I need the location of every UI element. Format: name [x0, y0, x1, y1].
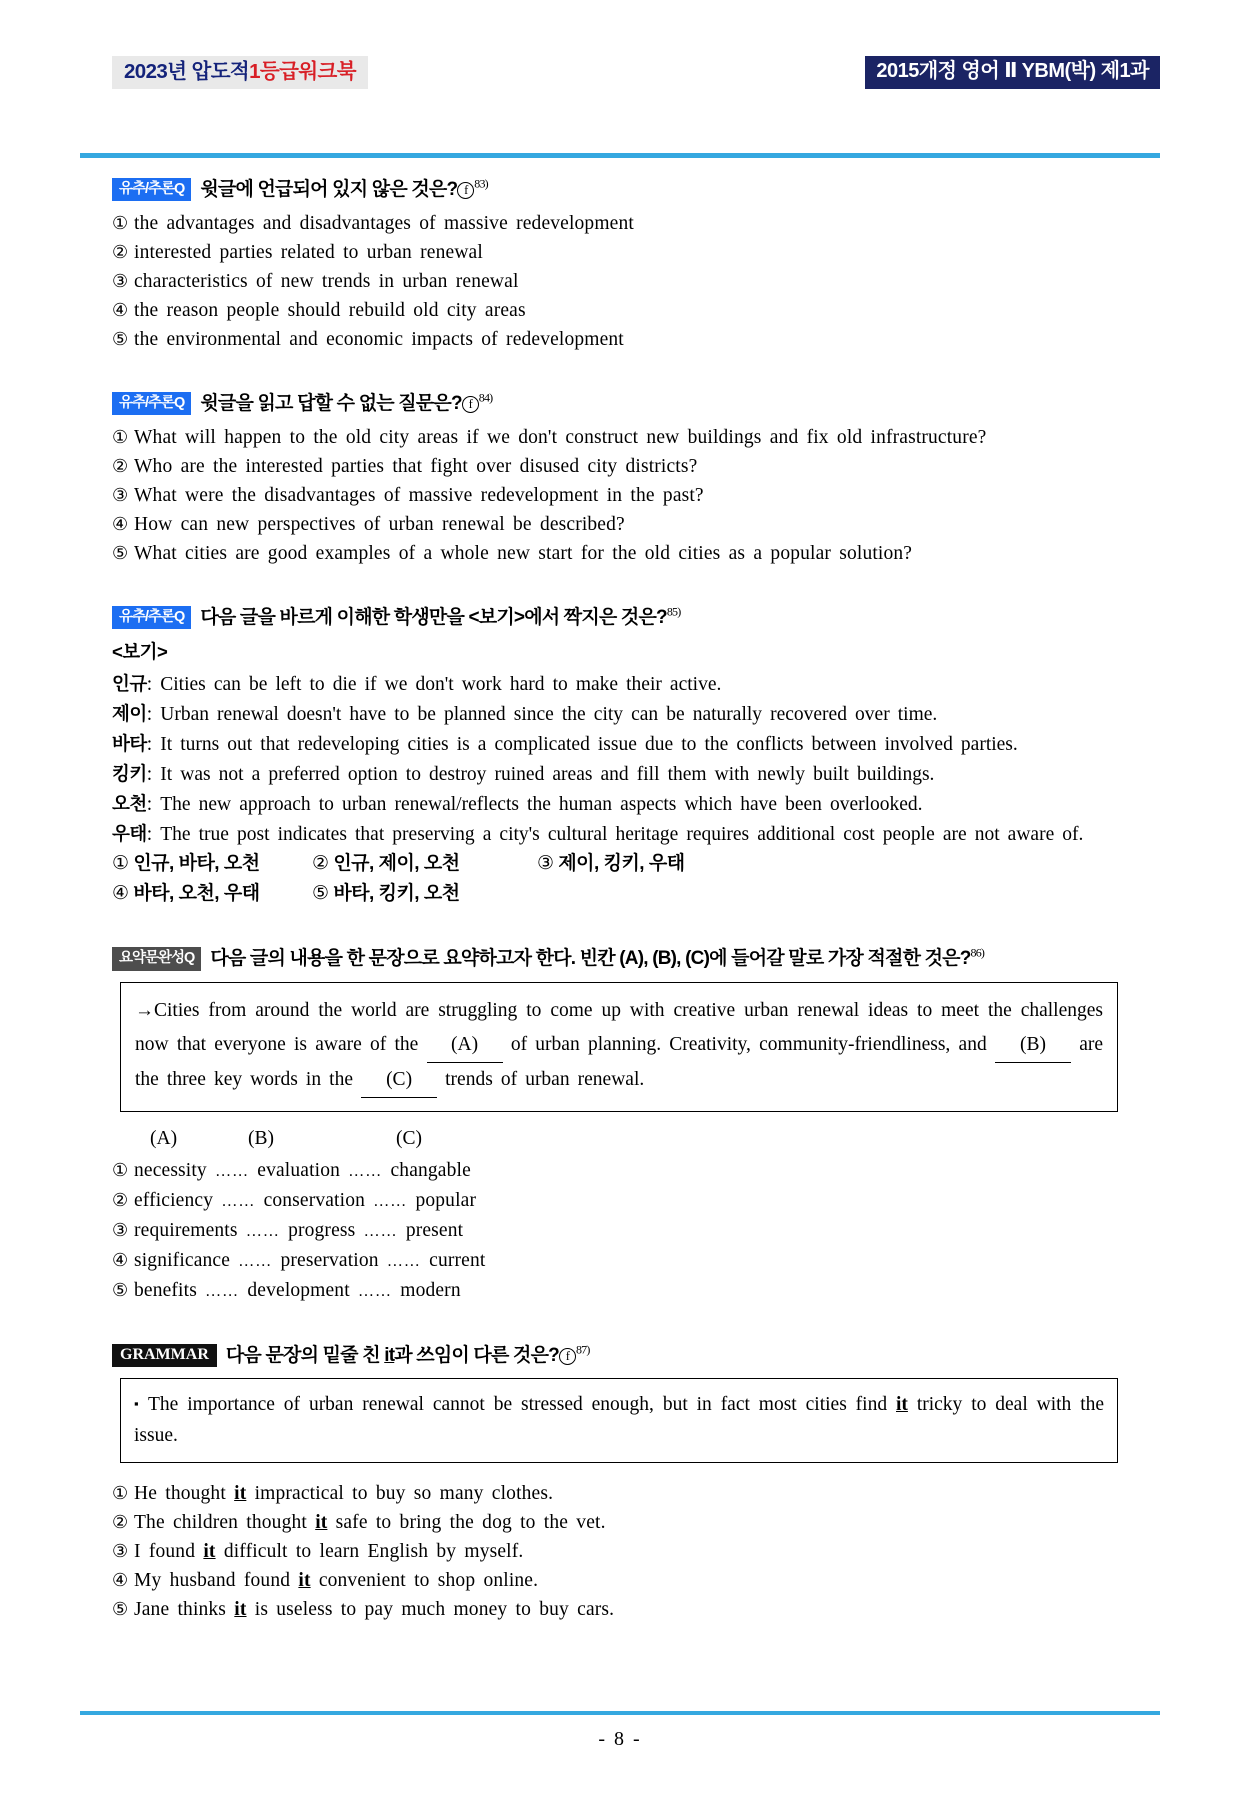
option-number: ⑤ [112, 1598, 129, 1619]
grammar-passage-text [134, 1388, 1104, 1451]
question-86 [112, 943, 1132, 1305]
option-text-pre: I found [134, 1540, 196, 1562]
page-header [112, 56, 1160, 96]
question-83-title: 윗글에 언급되어 있지 않은 것은? f $^{83)}$ [200, 176, 488, 200]
section-spacer [112, 572, 1132, 602]
question-85-header [112, 602, 1132, 631]
blank-a[interactable]: (A) [427, 1028, 503, 1063]
option-number: ① [112, 1159, 129, 1180]
option-text: What will happen to the old city areas if we don't construct new buildings and fix old infrastructure? [134, 427, 987, 449]
option-text: the reason people should rebuild old city areas [134, 300, 526, 322]
student-name: 오천 [112, 793, 147, 815]
option-item[interactable] [112, 238, 1132, 267]
option-item[interactable] [112, 209, 1132, 238]
it-keyword: it [234, 1482, 247, 1504]
option-text-b: conservation [263, 1189, 365, 1211]
option-item[interactable] [312, 849, 537, 879]
statement-text: Urban renewal doesn't have to be planned since the city can be naturally recovered over time. [160, 704, 938, 726]
column-header-a: (A) [150, 1127, 178, 1149]
option-text: characteristics of new trends in urban renewal [134, 271, 519, 293]
option-item[interactable] [112, 1479, 1132, 1508]
option-separator: …… [215, 1162, 250, 1180]
summary-part-4: trends of urban renewal. [445, 1068, 645, 1090]
option-text-c: modern [400, 1279, 461, 1301]
question-87-number: 87) [575, 1342, 590, 1357]
grammar-passage-pre: The importance of urban renewal cannot be stressed enough, but in fact most cities find [147, 1393, 888, 1415]
column-header-c: (C) [396, 1127, 422, 1149]
option-text-b: evaluation [257, 1159, 341, 1181]
statement-line: 인규: Cities can be left to die if we don't work hard to make their active. [112, 673, 722, 696]
option-item[interactable] [112, 1186, 1132, 1216]
question-86-number: 86) [970, 946, 985, 961]
option-separator: …… [348, 1162, 383, 1180]
option-item[interactable] [112, 1537, 1132, 1566]
option-item[interactable] [112, 452, 1132, 481]
option-item[interactable] [112, 423, 1132, 452]
question-type-badge: 유추/추론Q [112, 392, 191, 415]
summary-part-1: Cities from around the world are struggling to come up with creative urban renewal ideas to meet the challenges now that everyone is aware of the [135, 999, 1103, 1055]
option-item[interactable] [112, 1246, 1132, 1276]
option-item[interactable] [537, 849, 685, 879]
workbook-title-badge [112, 56, 368, 89]
statement-text: The new approach to urban renewal/reflects the human aspects which have been overlooked. [160, 794, 923, 816]
it-keyword: it [298, 1569, 311, 1591]
question-type-badge: 유추/추론Q [112, 178, 191, 201]
question-83-number: 83) [474, 176, 488, 191]
student-name: 우태 [112, 823, 147, 845]
option-text: 바타, 오천, 우태 [133, 883, 260, 905]
statement-line: 오천: The new approach to urban renewal/reflects the human aspects which have been overlooked. [112, 793, 923, 816]
it-keyword: it [315, 1511, 328, 1533]
option-number: ① [112, 213, 129, 234]
blank-c[interactable]: (C) [361, 1063, 437, 1098]
option-number: ④ [112, 514, 129, 535]
option-number: ① [112, 853, 129, 875]
option-text-c: present [405, 1219, 464, 1241]
option-text-c: popular [415, 1189, 477, 1211]
option-number: ① [112, 427, 129, 448]
option-item[interactable] [112, 510, 1132, 539]
option-text-post: safe to bring the dog to the vet. [335, 1511, 606, 1533]
question-85-title: 다음 글을 바르게 이해한 학생만을 <보기>에서 짝지은 것은?$^{85)}$ [200, 604, 681, 629]
korean-choices-row-1 [112, 849, 1132, 879]
question-content [112, 174, 1132, 1628]
option-number: ① [112, 1482, 129, 1503]
question-86-header [112, 943, 1132, 972]
it-keyword: it [234, 1598, 247, 1620]
summary-part-2: of urban planning. Creativity, community-friendliness, and [510, 1033, 987, 1055]
option-text-c: current [429, 1249, 486, 1271]
page-number: - 8 - [598, 1728, 642, 1750]
option-number: ⑤ [112, 329, 129, 350]
option-item[interactable] [112, 1566, 1132, 1595]
option-number: ② [112, 1511, 129, 1532]
option-number: ③ [537, 853, 554, 875]
option-separator: …… [245, 1222, 280, 1240]
option-text-a: significance [134, 1249, 231, 1271]
option-text: 바타, 킹키, 오천 [333, 883, 460, 905]
statement-line: 킹키: It was not a preferred option to destroy ruined areas and fill them with newly built buildings. [112, 763, 935, 786]
section-spacer [112, 1310, 1132, 1340]
question-83 [112, 174, 1132, 354]
option-item[interactable] [112, 539, 1132, 568]
worksheet-page [0, 56, 1240, 1808]
option-text: the environmental and economic impacts of redevelopment [134, 329, 624, 351]
question-87-header [112, 1340, 1132, 1369]
option-number: ③ [112, 271, 129, 292]
option-separator: …… [363, 1222, 398, 1240]
summary-passage-text [135, 994, 1103, 1098]
student-name: 인규 [112, 673, 147, 695]
question-86-title: 다음 글의 내용을 한 문장으로 요약하고자 한다. 빈칸 (A), (B), (C)에 들어갈 말로 가장 적절한 것은?$^{86)}$ [210, 946, 985, 970]
option-text-post: difficult to learn English by myself. [223, 1540, 524, 1562]
abc-column-headers [112, 1124, 1132, 1154]
statement-line: 제이: Urban renewal doesn't have to be planned since the city can be naturally recovered over time. [112, 703, 938, 726]
option-number: ⑤ [112, 543, 129, 564]
option-item[interactable] [112, 1156, 1132, 1186]
option-text: interested parties related to urban renewal [134, 242, 483, 264]
option-number: ③ [112, 1219, 129, 1240]
option-number: ② [112, 1189, 129, 1210]
summary-part-3: are the three key words in the [135, 1033, 1104, 1090]
option-item[interactable] [112, 1595, 1132, 1624]
it-keyword: it [203, 1540, 216, 1562]
option-number: ③ [112, 485, 129, 506]
option-number: ② [112, 242, 129, 263]
option-number: ② [112, 456, 129, 477]
option-number: ④ [112, 883, 129, 905]
option-text-b: development [247, 1279, 350, 1301]
option-text-a: benefits [134, 1279, 197, 1301]
option-item[interactable] [112, 296, 1132, 325]
statement-text: It turns out that redeveloping cities is a complicated issue due to the conflicts between involved parties. [160, 734, 1018, 756]
option-number: ② [312, 853, 329, 875]
option-text-b: progress [288, 1219, 356, 1241]
student-name: 제이 [112, 703, 147, 725]
option-item[interactable] [112, 1216, 1132, 1246]
curriculum-title-badge: 2015개정 영어 Ⅱ YBM(박) 제1과 [865, 56, 1160, 89]
option-item[interactable] [112, 879, 312, 909]
option-text-post: is useless to pay much money to buy cars. [254, 1598, 615, 1620]
option-text-a: necessity [134, 1159, 207, 1181]
option-separator: …… [358, 1282, 393, 1300]
student-name: 킹키 [112, 763, 147, 785]
option-item[interactable] [112, 481, 1132, 510]
question-87 [112, 1340, 1132, 1624]
f-mark-icon: f [457, 182, 474, 199]
student-name: 바타 [112, 733, 147, 755]
question-type-badge: 요약문완성Q [112, 947, 201, 970]
option-text: Who are the interested parties that fight over disused city districts? [134, 456, 698, 478]
option-item[interactable] [112, 849, 312, 879]
section-spacer [112, 1463, 1132, 1479]
option-text-pre: Jane thinks [134, 1598, 227, 1620]
option-number: ④ [112, 300, 129, 321]
option-separator: …… [221, 1192, 256, 1210]
option-item[interactable] [112, 267, 1132, 296]
option-text: How can new perspectives of urban renewal be described? [134, 514, 625, 536]
option-text-post: convenient to shop online. [318, 1569, 539, 1591]
option-item[interactable] [112, 1508, 1132, 1537]
f-mark-icon: f [559, 1348, 576, 1365]
footer-divider [80, 1711, 1160, 1715]
question-84-number: 84) [478, 390, 493, 405]
bogi-label: <보기> [112, 641, 168, 663]
option-text-a: efficiency [134, 1189, 214, 1211]
summary-passage-box [120, 982, 1118, 1112]
question-84-title: 윗글을 읽고 답할 수 없는 질문은? f $^{84)}$ [200, 390, 493, 415]
option-number: ③ [112, 1540, 129, 1561]
question-87-title: 다음 문장의 밑줄 친 it과 쓰임이 다른 것은? f $^{87)}$ [225, 1342, 590, 1366]
blank-b[interactable]: (B) [995, 1028, 1071, 1063]
option-text: the advantages and disadvantages of massive redevelopment [134, 213, 634, 235]
option-text-post: impractical to buy so many clothes. [254, 1482, 554, 1504]
statement-text: It was not a preferred option to destroy ruined areas and fill them with newly built buildings. [160, 764, 935, 786]
option-separator: …… [373, 1192, 408, 1210]
option-text-pre: My husband found [134, 1569, 291, 1591]
statement-text: The true post indicates that preserving a city's cultural heritage requires additional cost people are not aware of. [160, 824, 1084, 846]
f-mark-icon: f [462, 396, 479, 413]
workbook-title-highlight: 1등급워크북 [249, 60, 356, 83]
question-85-number: 85) [666, 604, 681, 619]
option-text-pre: He thought [134, 1482, 226, 1504]
header-divider [80, 153, 1160, 158]
option-number: ④ [112, 1249, 129, 1270]
option-number: ⑤ [112, 1279, 129, 1300]
statement-text: Cities can be left to die if we don't work hard to make their active. [160, 674, 722, 696]
option-text-pre: The children thought [134, 1511, 307, 1533]
option-text-a: requirements [134, 1219, 238, 1241]
option-text-c: changable [390, 1159, 471, 1181]
option-text: 인규, 바타, 오천 [133, 853, 260, 875]
statement-line: 우태: The true post indicates that preserving a city's cultural heritage requires additional cost people are not aware of. [112, 823, 1084, 846]
option-item[interactable] [112, 1276, 1132, 1306]
section-spacer [112, 358, 1132, 388]
it-keyword: it [896, 1393, 908, 1415]
grammar-passage-box [120, 1378, 1118, 1463]
bullet-icon: ▪ [134, 1395, 140, 1411]
option-text: What were the disadvantages of massive redevelopment in the past? [134, 485, 704, 507]
option-text-b: preservation [280, 1249, 379, 1271]
column-header-b: (B) [248, 1127, 274, 1149]
workbook-title-prefix: 2023년 압도적 [124, 60, 250, 83]
question-84-header [112, 388, 1132, 417]
option-separator: …… [238, 1252, 273, 1270]
option-text: 인규, 제이, 오천 [333, 853, 460, 875]
option-item[interactable] [312, 879, 537, 909]
option-number: ④ [112, 1569, 129, 1590]
option-text: What cities are good examples of a whole new start for the old cities as a popular solution? [134, 543, 913, 565]
option-text: 제이, 킹키, 우태 [558, 853, 685, 875]
question-type-badge: GRAMMAR [112, 1344, 217, 1367]
option-separator: …… [386, 1252, 421, 1270]
option-item[interactable] [112, 325, 1132, 354]
question-85 [112, 602, 1132, 909]
option-separator: …… [205, 1282, 240, 1300]
question-83-header [112, 174, 1132, 203]
section-spacer [112, 913, 1132, 943]
grammar-passage-post: tricky to deal with the issue. [134, 1393, 1105, 1446]
question-type-badge: 유추/추론Q [112, 606, 191, 629]
it-keyword: it [384, 1344, 395, 1366]
option-number: ⑤ [312, 883, 329, 905]
statement-line: 바타: It turns out that redeveloping cities is a complicated issue due to the conflicts between involved parties. [112, 733, 1018, 756]
korean-choices-row-2 [112, 879, 1132, 909]
arrow-icon: → [135, 999, 154, 1021]
question-84 [112, 388, 1132, 568]
